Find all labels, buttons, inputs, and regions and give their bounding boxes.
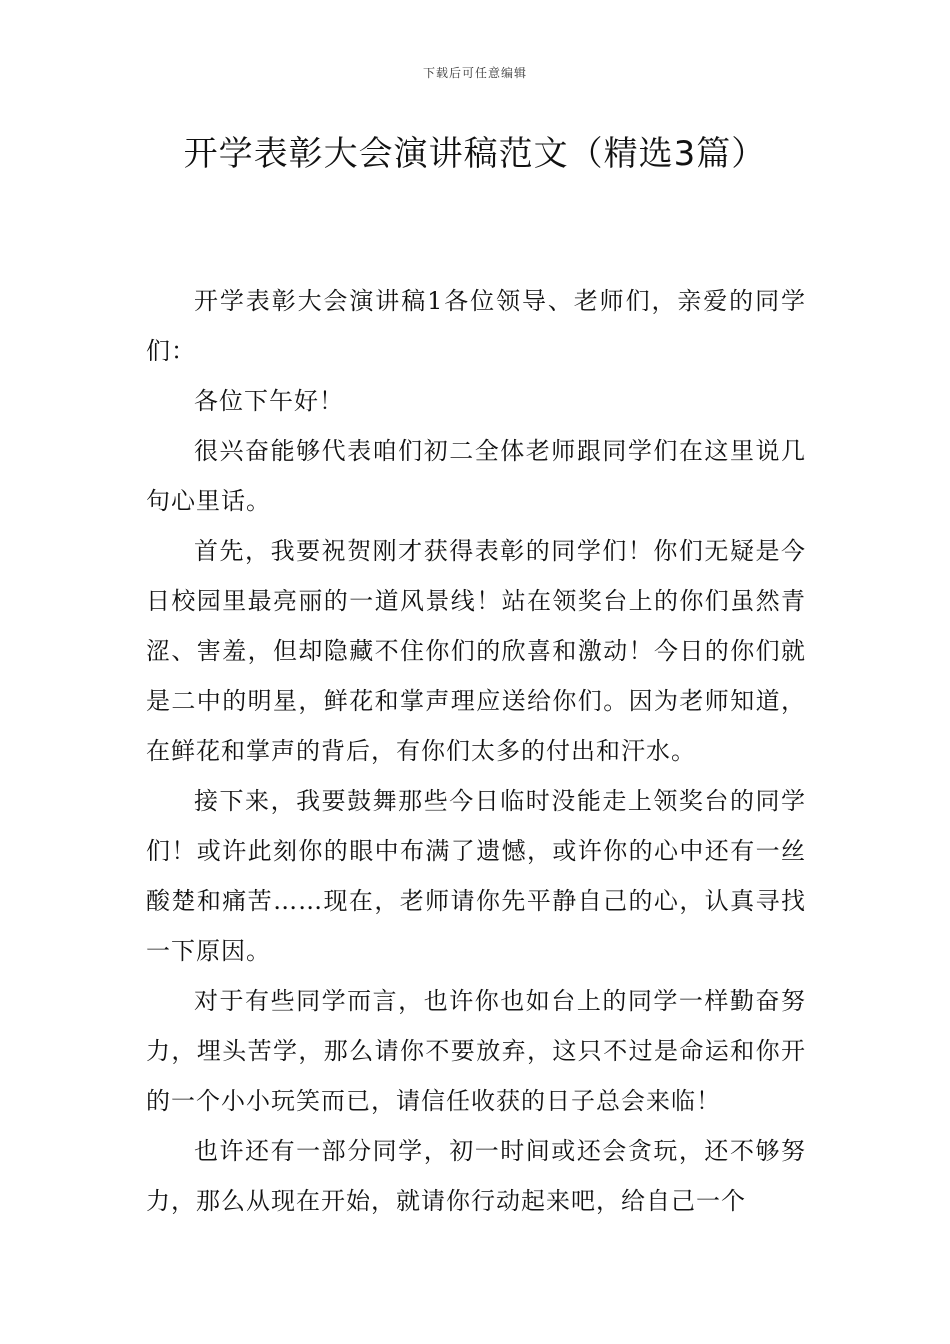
paragraph: 很兴奋能够代表咱们初二全体老师跟同学们在这里说几句心里话。	[146, 437, 806, 515]
paragraph: 对于有些同学而言，也许你也如台上的同学一样勤奋努力，埋头苦学，那么请你不要放弃，这只不过是命运和你开的一个小小玩笑而已，请信任收获的日子总会来临！	[146, 987, 806, 1115]
paragraph: 各位下午好！	[194, 387, 344, 415]
header-note: 下载后可任意编辑	[422, 66, 527, 80]
paragraph: 开学表彰大会演讲稿1各位领导、老师们，亲爱的同学们：	[146, 287, 806, 365]
document-body	[146, 276, 806, 1226]
paragraph: 接下来，我要鼓舞那些今日临时没能走上领奖台的同学们！或许此刻你的眼中布满了遗憾，或许你的心中还有一丝酸楚和痛苦……现在，老师请你先平静自己的心，认真寻找一下原因。	[146, 787, 806, 965]
document-title: 开学表彰大会演讲稿范文（精选3篇）	[183, 134, 767, 174]
paragraph: 首先，我要祝贺刚才获得表彰的同学们！你们无疑是今日校园里最亮丽的一道风景线！站在领奖台上的你们虽然青涩、害羞，但却隐藏不住你们的欣喜和激动！今日的你们就是二中的明星，鲜花和掌声理应送给你们。因为老师知道，在鲜花和掌声的背后，有你们太多的付出和汗水。	[146, 537, 806, 765]
paragraph: 也许还有一部分同学，初一时间或还会贪玩，还不够努力，那么从现在开始，就请你行动起来吧，给自己一个	[146, 1137, 806, 1215]
